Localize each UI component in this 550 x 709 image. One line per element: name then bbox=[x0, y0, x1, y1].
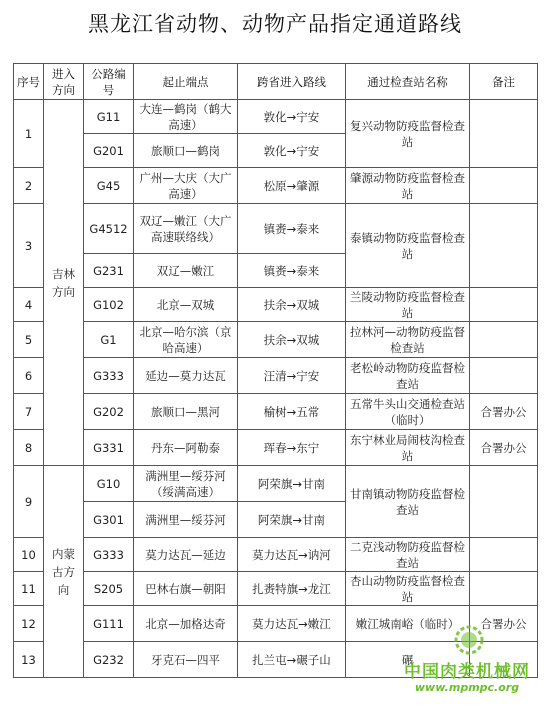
road-cell: G201 bbox=[84, 134, 134, 168]
route-cell: 阿荣旗→甘南 bbox=[238, 502, 346, 538]
note-cell bbox=[470, 288, 538, 322]
note-cell bbox=[470, 572, 538, 606]
seq-cell: 5 bbox=[14, 322, 44, 358]
endpoints-cell: 双辽—嫩江 bbox=[134, 254, 238, 288]
seq-cell: 2 bbox=[14, 168, 44, 204]
seq-cell: 12 bbox=[14, 606, 44, 642]
route-cell: 阿荣旗→甘南 bbox=[238, 466, 346, 502]
endpoints-cell: 莫力达瓦—延边 bbox=[134, 538, 238, 572]
checkpoint-cell: 拉林河—动物防疫监督检查站 bbox=[346, 322, 470, 358]
seq-cell: 7 bbox=[14, 394, 44, 430]
header-seq: 序号 bbox=[14, 64, 44, 100]
note-cell bbox=[470, 204, 538, 288]
table-row bbox=[14, 288, 538, 322]
table-row bbox=[14, 394, 538, 430]
table-row bbox=[14, 642, 538, 678]
endpoints-cell: 牙克石—四平 bbox=[134, 642, 238, 678]
endpoints-cell: 北京—加格达奇 bbox=[134, 606, 238, 642]
table-row bbox=[14, 538, 538, 572]
route-cell: 扎赉特旗→龙江 bbox=[238, 572, 346, 606]
header-note: 备注 bbox=[470, 64, 538, 100]
seq-cell: 9 bbox=[14, 466, 44, 538]
seq-cell: 4 bbox=[14, 288, 44, 322]
note-cell: 合署办公 bbox=[470, 606, 538, 642]
table-row bbox=[14, 204, 538, 254]
checkpoint-cell: 东宁林业局闹枝沟检查站 bbox=[346, 430, 470, 466]
checkpoint-cell: 复兴动物防疫监督检查站 bbox=[346, 100, 470, 168]
route-cell: 珲春→东宁 bbox=[238, 430, 346, 466]
checkpoint-cell: 甘南镇动物防疫监督检查站 bbox=[346, 466, 470, 538]
endpoints-cell: 双辽—嫩江（大广高速联络线） bbox=[134, 204, 238, 254]
road-cell: G231 bbox=[84, 254, 134, 288]
header-road: 公路编号 bbox=[84, 64, 134, 100]
note-cell: 合署办公 bbox=[470, 430, 538, 466]
note-cell bbox=[470, 358, 538, 394]
road-cell: G102 bbox=[84, 288, 134, 322]
road-cell: G45 bbox=[84, 168, 134, 204]
route-cell: 扶余→双城 bbox=[238, 322, 346, 358]
road-cell: G333 bbox=[84, 538, 134, 572]
checkpoint-cell: 肇源动物防疫监督检查站 bbox=[346, 168, 470, 204]
table-row bbox=[14, 100, 538, 134]
checkpoint-cell: 泰镇动物防疫监督检查站 bbox=[346, 204, 470, 288]
header-row bbox=[14, 64, 538, 100]
note-cell bbox=[470, 322, 538, 358]
endpoints-cell: 延边—莫力达瓦 bbox=[134, 358, 238, 394]
route-cell: 敦化→宁安 bbox=[238, 100, 346, 134]
endpoints-cell: 旅顺口—鹤岗 bbox=[134, 134, 238, 168]
road-cell: G4512 bbox=[84, 204, 134, 254]
route-cell: 镇赉→泰来 bbox=[238, 254, 346, 288]
checkpoint-cell: 五常牛头山交通检查站（临时） bbox=[346, 394, 470, 430]
seq-cell: 3 bbox=[14, 204, 44, 288]
document-title: 黑龙江省动物、动物产品指定通道路线 bbox=[88, 12, 462, 36]
road-cell: G301 bbox=[84, 502, 134, 538]
note-cell bbox=[470, 168, 538, 204]
table-row bbox=[14, 572, 538, 606]
route-cell: 扎兰屯→碾子山 bbox=[238, 642, 346, 678]
road-cell: G333 bbox=[84, 358, 134, 394]
road-cell: S205 bbox=[84, 572, 134, 606]
checkpoint-cell: 碾 bbox=[346, 642, 470, 678]
road-cell: G331 bbox=[84, 430, 134, 466]
route-cell: 松原→肇源 bbox=[238, 168, 346, 204]
routes-table bbox=[13, 63, 538, 678]
seq-cell: 13 bbox=[14, 642, 44, 678]
seq-cell: 6 bbox=[14, 358, 44, 394]
endpoints-cell: 广州—大庆（大广高速） bbox=[134, 168, 238, 204]
endpoints-cell: 满洲里—绥芬河 bbox=[134, 502, 238, 538]
table-row bbox=[14, 358, 538, 394]
seq-cell: 8 bbox=[14, 430, 44, 466]
checkpoint-cell: 二克浅动物防疫监督检查站 bbox=[346, 538, 470, 572]
route-cell: 敦化→宁安 bbox=[238, 134, 346, 168]
endpoints-cell: 北京—哈尔滨（京哈高速） bbox=[134, 322, 238, 358]
checkpoint-cell: 兰陵动物防疫监督检查站 bbox=[346, 288, 470, 322]
route-cell: 榆树→五常 bbox=[238, 394, 346, 430]
endpoints-cell: 旅顺口—黑河 bbox=[134, 394, 238, 430]
table-row bbox=[14, 606, 538, 642]
direction-cell-inner-mongolia: 内蒙古方向 bbox=[44, 466, 84, 678]
road-cell: G11 bbox=[84, 100, 134, 134]
route-cell: 扶余→双城 bbox=[238, 288, 346, 322]
road-cell: G1 bbox=[84, 322, 134, 358]
watermark-text: 中国肉类机械网 bbox=[404, 662, 530, 682]
route-cell: 汪清→宁安 bbox=[238, 358, 346, 394]
note-cell bbox=[470, 100, 538, 168]
header-direction: 进入方向 bbox=[44, 64, 84, 100]
endpoints-cell: 巴林右旗—朝阳 bbox=[134, 572, 238, 606]
road-cell: G10 bbox=[84, 466, 134, 502]
note-cell bbox=[470, 466, 538, 538]
checkpoint-cell: 嫩江城南峪（临时） bbox=[346, 606, 470, 642]
road-cell: G232 bbox=[84, 642, 134, 678]
road-cell: G202 bbox=[84, 394, 134, 430]
table-row bbox=[14, 430, 538, 466]
direction-cell-jilin: 吉林方向 bbox=[44, 100, 84, 466]
checkpoint-cell: 老松岭动物防疫监督检查站 bbox=[346, 358, 470, 394]
seq-cell: 10 bbox=[14, 538, 44, 572]
note-cell: 合署办公 bbox=[470, 394, 538, 430]
road-cell: G111 bbox=[84, 606, 134, 642]
table-row bbox=[14, 322, 538, 358]
header-endpoints: 起止端点 bbox=[134, 64, 238, 100]
endpoints-cell: 大连—鹤岗（鹤大高速） bbox=[134, 100, 238, 134]
note-cell bbox=[470, 642, 538, 678]
endpoints-cell: 满洲里—绥芬河（绥满高速） bbox=[134, 466, 238, 502]
route-cell: 镇赉→泰来 bbox=[238, 204, 346, 254]
table-row bbox=[14, 466, 538, 502]
watermark-url: www.mpmpc.org bbox=[414, 681, 520, 694]
seq-cell: 1 bbox=[14, 100, 44, 168]
route-cell: 莫力达瓦→讷河 bbox=[238, 538, 346, 572]
header-route: 跨省进入路线 bbox=[238, 64, 346, 100]
table-row bbox=[14, 168, 538, 204]
note-cell bbox=[470, 538, 538, 572]
seq-cell: 11 bbox=[14, 572, 44, 606]
header-checkpoint: 通过检查站名称 bbox=[346, 64, 470, 100]
checkpoint-cell: 杏山动物防疫监督检查站 bbox=[346, 572, 470, 606]
endpoints-cell: 丹东—阿勒泰 bbox=[134, 430, 238, 466]
endpoints-cell: 北京—双城 bbox=[134, 288, 238, 322]
route-cell: 莫力达瓦→嫩江 bbox=[238, 606, 346, 642]
